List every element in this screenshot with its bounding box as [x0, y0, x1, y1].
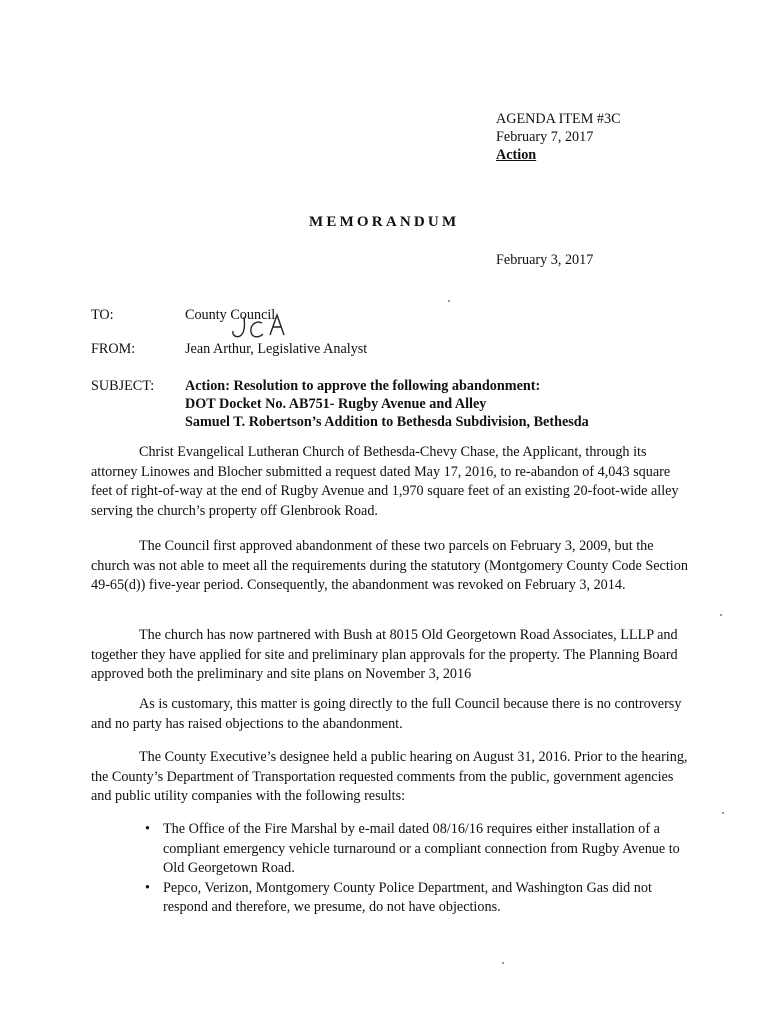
body-paragraph-1: Christ Evangelical Lutheran Church of Bethesda-Chevy Chase, the Applicant, through its attorney Linowes and Blocher submitted a request dated May 17, 2016, to re-abandon of 4,043 square feet of right-of-way at the end of Rugby Avenue and 1,970 square feet of an existing 20-foot-wide alley serving the church’s property off Glenbrook Road.: [91, 444, 679, 519]
agenda-block: [496, 110, 621, 164]
list-item-text: The Office of the Fire Marshal by e-mail dated 08/16/16 requires either installation of a compliant emergency vehicle turnaround or a compliant connection from Rugby Avenue to Old Georgetown Road.: [163, 821, 680, 876]
scan-speck: [720, 614, 722, 616]
from-value: Jean Arthur, Legislative Analyst: [185, 341, 368, 357]
meeting-date: February 7, 2017: [496, 129, 594, 145]
scan-speck: [722, 812, 724, 814]
memo-title: MEMORANDUM: [309, 214, 460, 230]
subject-line-3: Samuel T. Robertson’s Addition to Bethesda Subdivision, Bethesda: [185, 414, 589, 430]
bullet-icon: •: [145, 821, 150, 837]
scan-speck: [502, 962, 504, 964]
agenda-item-number: AGENDA ITEM #3C: [496, 111, 621, 127]
from-label: FROM:: [91, 341, 136, 357]
bullet-icon: •: [145, 879, 150, 896]
list-item-text: Pepco, Verizon, Montgomery County Police Department, and Washington Gas did not respond and therefore, we presume, do not have objections.: [163, 879, 652, 915]
to-value: County Council: [185, 307, 276, 323]
body-paragraph-4: As is customary, this matter is going directly to the full Council because there is no controversy and no party has raised objections to the abandonment.: [91, 696, 682, 732]
scan-speck: [448, 300, 450, 302]
body-paragraph-5: The County Executive’s designee held a public hearing on August 31, 2016. Prior to the hearing, the County’s Department of Transportation requested comments from the public, government agencies and public utility companies with the following results:: [91, 749, 688, 804]
body-paragraph-2: The Council first approved abandonment of these two parcels on February 3, 2009, but the church was not able to meet all the requirements during the statutory (Montgomery County Code Section 49-65(d)) five-year period. Consequently, the abandonment was revoked on February 3, 2014.: [91, 538, 688, 593]
list-item: [145, 879, 685, 918]
subject-line-1: Action: Resolution to approve the following abandonment:: [185, 378, 541, 394]
list-item: [145, 820, 685, 879]
body-paragraph-3: The church has now partnered with Bush at 8015 Old Georgetown Road Associates, LLLP and together they have applied for site and preliminary plan approvals for the property. The Planning Board approved both the preliminary and site plans on November 3, 2016: [91, 627, 678, 682]
action-label: Action: [496, 147, 537, 163]
subject-label: SUBJECT:: [91, 378, 155, 394]
to-label: TO:: [91, 307, 114, 323]
memo-date: February 3, 2017: [496, 252, 594, 268]
subject-line-2: DOT Docket No. AB751- Rugby Avenue and Alley: [185, 396, 487, 412]
results-list: [145, 820, 685, 918]
